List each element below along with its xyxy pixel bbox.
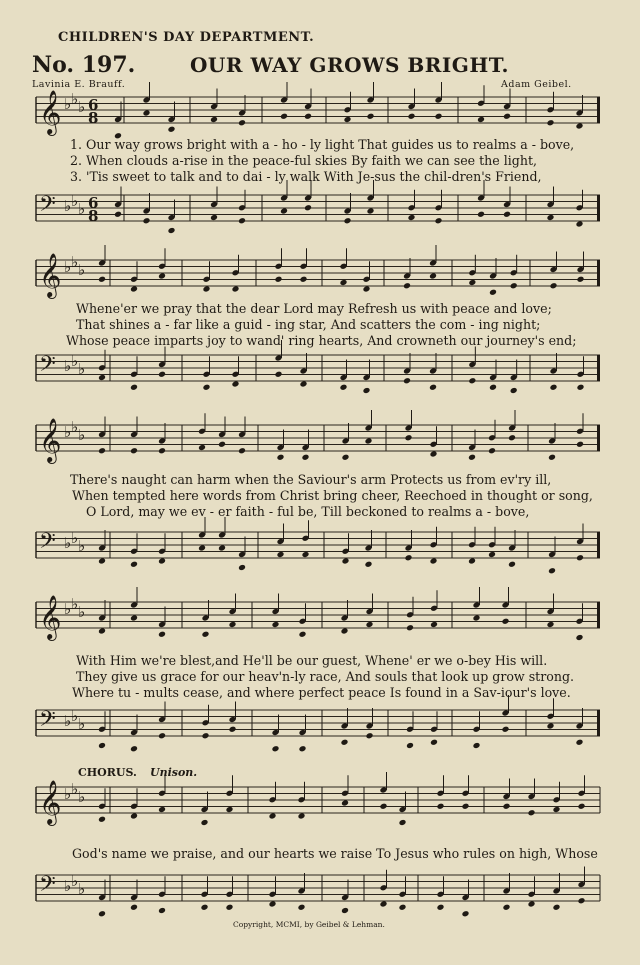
note-head	[547, 723, 555, 730]
note-head	[272, 621, 280, 628]
note-head	[202, 631, 210, 638]
note-head	[218, 545, 226, 552]
note-head	[578, 897, 586, 904]
note-head	[477, 116, 485, 123]
note-head	[98, 447, 106, 454]
note-head	[304, 204, 312, 211]
note-head	[232, 286, 240, 293]
final-bar-line	[597, 355, 600, 381]
note-head	[367, 208, 375, 215]
note-head	[342, 454, 350, 461]
note-head	[430, 739, 438, 746]
note-head	[341, 739, 349, 746]
note-head	[302, 454, 310, 461]
note-head	[229, 726, 237, 733]
note-head	[473, 742, 481, 749]
final-bar-line	[597, 710, 600, 736]
flat-sign-icon: ♭	[78, 715, 86, 733]
note-head	[576, 441, 584, 448]
lyric-line: 3. 'Tis sweet to talk and to dai - ly walk With Je-sus the chil-dren's Friend,	[70, 169, 542, 184]
note-head	[429, 384, 437, 391]
note-head	[277, 551, 285, 558]
flat-sign-icon: ♭	[78, 98, 86, 116]
note-head	[130, 904, 138, 911]
flat-sign-icon: ♭	[78, 788, 86, 806]
note-head	[547, 214, 555, 221]
flat-sign-icon: ♭	[64, 877, 72, 895]
note-head	[437, 803, 445, 810]
note-head	[98, 628, 106, 635]
flat-sign-icon: ♭	[64, 712, 72, 730]
flat-sign-icon: ♭	[64, 258, 72, 276]
note-head	[341, 907, 349, 914]
note-head	[399, 904, 407, 911]
note-head	[275, 371, 283, 378]
hymn-title: OUR WAY GROWS BRIGHT.	[190, 53, 510, 77]
lyric-line: Where tu - mults cease, and where perfect peace Is found in a Sav-iour's love.	[72, 685, 571, 700]
note-head	[435, 217, 443, 224]
note-head	[198, 545, 206, 552]
note-head	[435, 113, 443, 120]
unison-marking: Unison.	[150, 766, 198, 779]
note-head	[272, 745, 280, 752]
composer: Adam Geibel.	[501, 79, 572, 90]
time-signature-top: 6	[88, 194, 99, 212]
flat-sign-icon: ♭	[64, 423, 72, 441]
bass-clef-icon: 𝄢	[39, 529, 56, 559]
flat-sign-icon: ♭	[78, 360, 86, 378]
note-head	[488, 551, 496, 558]
final-bar-line	[597, 532, 600, 558]
note-head	[130, 447, 138, 454]
note-head	[489, 289, 497, 296]
time-signature-top: 6	[88, 96, 99, 114]
department-heading: CHILDREN'S DAY DEPARTMENT.	[58, 30, 315, 45]
note-head	[399, 819, 407, 826]
note-head	[430, 451, 438, 458]
note-head	[553, 904, 561, 911]
note-head	[298, 904, 306, 911]
flat-sign-icon: ♭	[64, 534, 72, 552]
final-bar-line	[597, 602, 600, 628]
note-head	[403, 282, 411, 289]
final-bar-line	[597, 260, 600, 286]
flat-sign-icon: ♭	[78, 537, 86, 555]
note-head	[502, 726, 510, 733]
note-head	[299, 631, 307, 638]
note-head	[550, 384, 558, 391]
lyric-line: Whose peace imparts joy to wand' ring hearts, And crowneth our journey's end;	[66, 333, 577, 348]
note-head	[158, 273, 166, 280]
note-head	[503, 803, 511, 810]
flat-sign-icon: ♭	[78, 426, 86, 444]
note-head	[502, 618, 510, 625]
note-head	[510, 282, 518, 289]
flat-sign-icon: ♭	[71, 192, 79, 210]
note-head	[489, 384, 497, 391]
lyric-line: With Him we're blest,and He'll be our guest, Whene' er we o-bey His will.	[76, 653, 548, 668]
lyric-line: O Lord, may we ev - er faith - ful be, Till beckoned to realms a - bove,	[86, 504, 530, 519]
note-head	[380, 803, 388, 810]
note-head	[130, 286, 138, 293]
note-head	[158, 732, 166, 739]
flat-sign-icon: ♭	[78, 880, 86, 898]
note-head	[130, 615, 138, 622]
lyric-line: There's naught can harm when the Saviour's arm Protects us from ev'ry ill,	[70, 472, 552, 487]
note-head	[280, 208, 288, 215]
note-head	[302, 551, 310, 558]
note-head	[98, 276, 106, 283]
flat-sign-icon: ♭	[71, 352, 79, 370]
note-head	[203, 286, 211, 293]
note-head	[344, 116, 352, 123]
lyric-line: They give us grace for our heav'n-ly race, And souls that look up grow strong.	[76, 669, 575, 684]
note-head	[98, 558, 106, 565]
copyright-notice: Copyright, MCMI, by Geibel & Lehman.	[233, 920, 385, 929]
time-signature-bottom: 8	[88, 109, 99, 127]
flat-sign-icon: ♭	[71, 595, 79, 613]
note-head	[229, 621, 237, 628]
note-head	[158, 371, 166, 378]
note-head	[503, 904, 511, 911]
note-head	[408, 214, 416, 221]
note-head	[437, 904, 445, 911]
note-head	[341, 628, 349, 635]
flat-sign-icon: ♭	[64, 600, 72, 618]
note-head	[158, 907, 166, 914]
note-head	[238, 119, 246, 126]
note-head	[406, 624, 414, 631]
note-head	[406, 742, 414, 749]
lyric-line: 1. Our way grows bright with a - ho - ly light That guides us to realms a - bove,	[70, 137, 575, 152]
bass-clef-icon: 𝄢	[39, 192, 56, 222]
note-head	[344, 217, 352, 224]
note-head	[269, 813, 277, 820]
note-head	[280, 113, 288, 120]
note-head	[158, 806, 166, 813]
final-bar-line	[597, 97, 600, 123]
note-head	[468, 279, 476, 286]
note-head	[510, 387, 518, 394]
flat-sign-icon: ♭	[64, 95, 72, 113]
note-head	[130, 813, 138, 820]
note-head	[304, 113, 312, 120]
note-head	[468, 454, 476, 461]
note-head	[367, 113, 375, 120]
note-head	[473, 615, 481, 622]
note-head	[168, 227, 176, 234]
note-head	[341, 800, 349, 807]
note-head	[365, 561, 373, 568]
note-head	[548, 454, 556, 461]
note-head	[528, 901, 536, 908]
treble-clef-icon: 𝄞	[39, 780, 62, 824]
note-head	[158, 558, 166, 565]
flat-sign-icon: ♭	[71, 529, 79, 547]
note-head	[218, 441, 226, 448]
lyric-line: When tempted here words from Christ bring cheer, Reechoed in thought or song,	[72, 488, 593, 503]
note-head	[168, 126, 176, 133]
note-head	[477, 211, 485, 218]
chorus-label: CHORUS.	[78, 766, 137, 779]
note-head	[548, 567, 556, 574]
note-head	[462, 910, 470, 917]
final-bar-line	[597, 195, 600, 221]
note-head	[553, 806, 561, 813]
note-head	[405, 554, 413, 561]
note-head	[577, 276, 585, 283]
chorus-lyric-line: God's name we praise, and our hearts we raise To Jesus who rules on high, Whose	[72, 846, 598, 861]
flat-sign-icon: ♭	[71, 253, 79, 271]
note-head	[210, 116, 218, 123]
note-head	[366, 621, 374, 628]
note-head	[226, 904, 234, 911]
treble-clef-icon: 𝄞	[39, 90, 62, 134]
note-head	[363, 286, 371, 293]
note-head	[363, 387, 371, 394]
note-head	[340, 384, 348, 391]
note-head	[130, 745, 138, 752]
note-head	[300, 276, 308, 283]
note-head	[380, 901, 388, 908]
note-head	[299, 745, 307, 752]
note-head	[578, 803, 586, 810]
flat-sign-icon: ♭	[71, 780, 79, 798]
hymn-number: No. 197.	[32, 52, 136, 78]
note-head	[430, 558, 438, 565]
flat-sign-icon: ♭	[64, 197, 72, 215]
note-head	[143, 217, 151, 224]
note-head	[202, 732, 210, 739]
note-head	[429, 273, 437, 280]
note-head	[340, 279, 348, 286]
note-head	[468, 558, 476, 565]
note-head	[403, 377, 411, 384]
note-head	[576, 554, 584, 561]
note-head	[300, 381, 308, 388]
note-head	[98, 816, 106, 823]
note-head	[277, 454, 285, 461]
note-head	[158, 631, 166, 638]
note-head	[114, 211, 122, 218]
bass-clef-icon: 𝄢	[39, 352, 56, 382]
note-head	[130, 384, 138, 391]
note-head	[232, 381, 240, 388]
note-head	[201, 904, 209, 911]
note-head	[365, 438, 373, 445]
note-head	[98, 742, 106, 749]
flat-sign-icon: ♭	[78, 603, 86, 621]
note-head	[508, 561, 516, 568]
note-head	[342, 558, 350, 565]
note-head	[462, 803, 470, 810]
note-head	[577, 384, 585, 391]
note-head	[98, 910, 106, 917]
note-head	[576, 634, 584, 641]
note-head	[528, 809, 536, 816]
flat-sign-icon: ♭	[71, 418, 79, 436]
note-head	[143, 110, 151, 117]
note-head	[98, 374, 106, 381]
note-head	[503, 211, 511, 218]
note-head	[298, 813, 306, 820]
flat-sign-icon: ♭	[64, 357, 72, 375]
final-bar-line	[597, 425, 600, 451]
treble-clef-icon: 𝄞	[39, 418, 62, 462]
note-head	[238, 447, 246, 454]
note-head	[503, 113, 511, 120]
note-head	[576, 221, 584, 228]
note-head	[238, 217, 246, 224]
note-head	[238, 564, 246, 571]
note-head	[547, 119, 555, 126]
note-head	[576, 739, 584, 746]
lyric-line: 2. When clouds a-rise in the peace-ful skies By faith we can see the light,	[70, 153, 538, 168]
note-head	[468, 377, 476, 384]
note-head	[130, 561, 138, 568]
bass-clef-icon: 𝄢	[39, 707, 56, 737]
note-head	[203, 384, 211, 391]
note-head	[269, 901, 277, 908]
note-head	[550, 282, 558, 289]
note-head	[158, 447, 166, 454]
note-head	[366, 732, 374, 739]
flat-sign-icon: ♭	[64, 785, 72, 803]
lyric-line: Whene'er we pray that the dear Lord may Refresh us with peace and love;	[76, 301, 552, 316]
note-head	[408, 113, 416, 120]
lyric-line: That shines a - far like a guid - ing star, And scatters the com - ing night;	[76, 317, 541, 332]
note-head	[210, 214, 218, 221]
note-head	[508, 434, 516, 441]
note-head	[198, 444, 206, 451]
treble-clef-icon: 𝄞	[39, 595, 62, 639]
note-head	[488, 447, 496, 454]
note-head	[226, 806, 234, 813]
lyricist: Lavinia E. Brauff.	[32, 79, 126, 90]
note-head	[547, 621, 555, 628]
flat-sign-icon: ♭	[78, 200, 86, 218]
bass-clef-icon: 𝄢	[39, 872, 56, 902]
flat-sign-icon: ♭	[71, 872, 79, 890]
note-head	[405, 434, 413, 441]
flat-sign-icon: ♭	[71, 90, 79, 108]
flat-sign-icon: ♭	[71, 707, 79, 725]
note-head	[201, 819, 209, 826]
flat-sign-icon: ♭	[78, 261, 86, 279]
treble-clef-icon: 𝄞	[39, 253, 62, 297]
time-signature-bottom: 8	[88, 207, 99, 225]
note-head	[430, 621, 438, 628]
note-head	[275, 276, 283, 283]
note-head	[576, 123, 584, 130]
